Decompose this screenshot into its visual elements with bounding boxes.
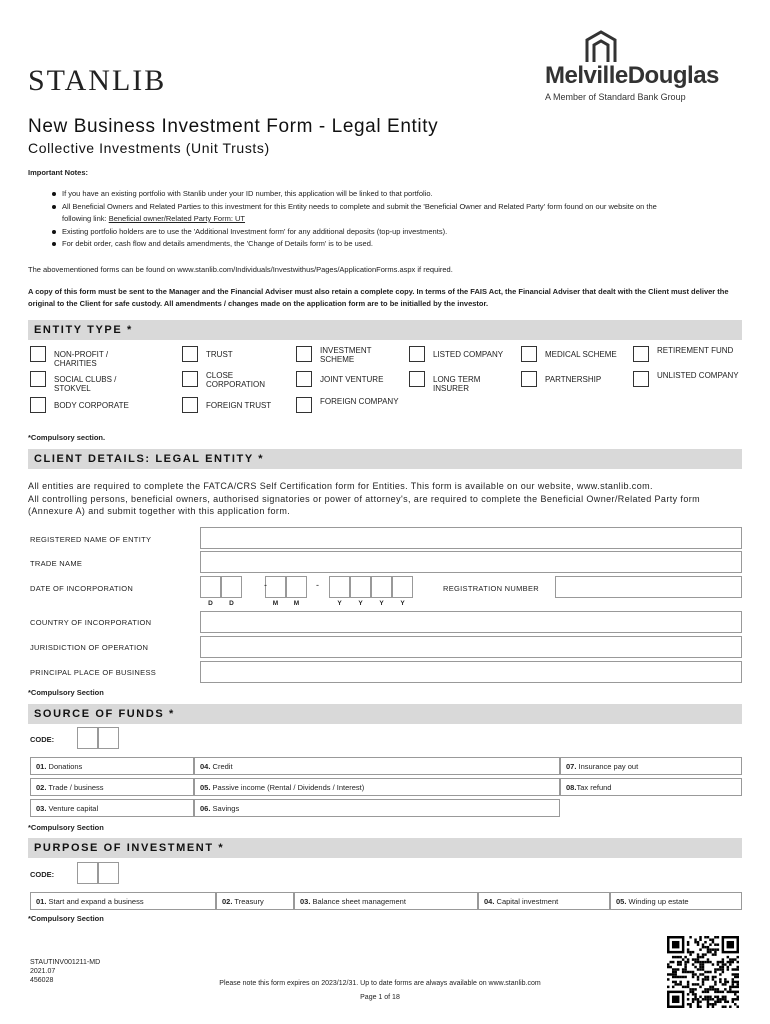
sof-option-05: 05. Passive income (Rental / Dividends / Interest) [194,778,560,796]
source-of-funds-heading: SOURCE OF FUNDS * [28,704,742,724]
date-digit-label: Y [379,600,384,607]
building-icon [583,30,619,64]
entity-type-label: LISTED COMPANY [433,350,504,359]
client-details-heading: CLIENT DETAILS: LEGAL ENTITY * [28,449,742,469]
entity-type-checkbox[interactable] [30,371,46,387]
date-digit-box[interactable] [329,576,350,598]
page-subtitle: Collective Investments (Unit Trusts) [28,140,270,156]
forms-location-text: The abovementioned forms can be found on www.stanlib.com/Individuals/Investwithus/Pages/ApplicationForms.aspx if required. [28,265,453,274]
md-tagline: A Member of Standard Bank Group [545,92,686,102]
registered-name-input[interactable] [200,527,742,549]
sof-option-08: 08.Tax refund [560,778,742,796]
date-digit-label: M [272,600,279,607]
date-digit-box[interactable] [371,576,392,598]
entity-type-label: BODY CORPORATE [54,401,129,410]
entity-type-checkbox[interactable] [30,346,46,362]
note-item: All Beneficial Owners and Related Parties to this investment for this Entity needs to complete and submit the 'Beneficial Owner and Related Party' form found on our website on the following link: Beneficial owner/Related Party Form: UT [52,201,732,226]
qr-code-icon [667,936,739,1008]
copy-notice: A copy of this form must be sent to the Manager and the Financial Adviser must also retain a complete copy. In terms of the FAIS Act, the Financial Adviser that dealt with the Client must deliver the original to the Client for safe custody. All amendments / changes made on the application form are to be initialled by the investor. [28,287,729,308]
entity-type-checkbox[interactable] [296,371,312,387]
date-digit-box[interactable] [286,576,307,598]
entity-type-checkbox[interactable] [521,346,537,362]
principal-place-input[interactable] [200,661,742,683]
registration-number-label: REGISTRATION NUMBER [443,584,539,593]
purpose-code-label: CODE: [30,870,55,879]
sof-option-07: 07. Insurance pay out [560,757,742,775]
entity-type-label: NON-PROFIT / CHARITIES [54,350,109,368]
melville-douglas-logo [545,30,745,102]
entity-type-checkbox[interactable] [521,371,537,387]
entity-type-checkbox[interactable] [409,346,425,362]
client-details-text: All entities are required to complete the FATCA/CRS Self Certification form for Entities. This form is available on our website, www.stanlib.com. All controlling persons, beneficial owners, authorised signatories or power of attorney's, are required to complete the Beneficial Owner/Related Party form (Annexure A) and submit together with this application form. [28,481,701,516]
sof-option-06: 06. Savings [194,799,560,817]
registration-number-input[interactable] [555,576,742,598]
registered-name-label: REGISTERED NAME OF ENTITY [30,535,152,544]
sof-compulsory-note: *Compulsory Section [28,823,104,832]
entity-type-label: SOCIAL CLUBS / STOKVEL [54,375,117,393]
sof-option-04: 04. Credit [194,757,560,775]
date-digit-label: D [208,600,213,607]
sof-option-03: 03. Venture capital [30,799,194,817]
date-of-incorporation-label: DATE OF INCORPORATION [30,584,134,593]
purpose-option-02: 02. Treasury [216,892,294,910]
date-separator: - [264,580,267,590]
expiry-note: Please note this form expires on 2023/12/31. Up to date forms are always available on www.stanlib.com [219,980,541,987]
entity-type-label: TRUST [206,350,233,359]
entity-type-label: RETIREMENT FUND [657,346,734,355]
date-digit-box[interactable] [392,576,413,598]
purpose-code-digit[interactable] [77,862,98,884]
purpose-heading: PURPOSE OF INVESTMENT * [28,838,742,858]
date-digit-label: Y [337,600,342,607]
purpose-option-04: 04. Capital investment [478,892,610,910]
trade-name-label: TRADE NAME [30,559,83,568]
principal-place-label: PRINCIPAL PLACE OF BUSINESS [30,668,157,677]
entity-type-label: FOREIGN COMPANY [320,397,399,406]
entity-type-label: LONG TERM INSURER [433,375,481,393]
date-digit-box[interactable] [221,576,242,598]
stanlib-logo: STANLIB [28,64,167,97]
page-title: New Business Investment Form - Legal Entity [28,116,439,137]
sof-option-01: 01. Donations [30,757,194,775]
jurisdiction-label: JURISDICTION OF OPERATION [30,643,149,652]
note-item: For debit order, cash flow and details amendments, the 'Change of Details form' is to be used. [52,238,732,251]
page-number: Page 1 of 18 [360,994,400,1001]
date-digit-box[interactable] [350,576,371,598]
date-digit-label: D [229,600,234,607]
purpose-option-05: 05. Winding up estate [610,892,742,910]
entity-type-label: UNLISTED COMPANY [657,371,739,380]
sof-code-label: CODE: [30,735,55,744]
date-separator: - [316,580,319,590]
country-label: COUNTRY OF INCORPORATION [30,618,152,627]
entity-type-checkbox[interactable] [182,397,198,413]
entity-compulsory-note: *Compulsory section. [28,433,106,442]
sof-option-02: 02. Trade / business [30,778,194,796]
country-input[interactable] [200,611,742,633]
purpose-option-03: 03. Balance sheet management [294,892,478,910]
entity-type-checkbox[interactable] [296,346,312,362]
date-digit-box[interactable] [265,576,286,598]
entity-type-checkbox[interactable] [633,371,649,387]
entity-type-checkbox[interactable] [409,371,425,387]
entity-type-label: MEDICAL SCHEME [545,350,617,359]
trade-name-input[interactable] [200,551,742,573]
entity-type-label: PARTNERSHIP [545,375,602,384]
note-item: Existing portfolio holders are to use the 'Additional Investment form' for any additional deposits (top-up investments). [52,226,732,239]
note-item: If you have an existing portfolio with Stanlib under your ID number, this application will be linked to that portfolio. [52,188,732,201]
sof-code-digit[interactable] [98,727,119,749]
md-logo-text: MelvilleDouglas [545,62,719,89]
entity-type-checkbox[interactable] [633,346,649,362]
entity-type-label: INVESTMENT SCHEME [320,346,372,364]
entity-type-checkbox[interactable] [30,397,46,413]
entity-type-heading: ENTITY TYPE * [28,320,742,340]
entity-type-checkbox[interactable] [182,346,198,362]
entity-type-label: FOREIGN TRUST [206,401,272,410]
sof-code-digit[interactable] [77,727,98,749]
date-digit-box[interactable] [200,576,221,598]
purpose-option-01: 01. Start and expand a business [30,892,216,910]
beneficial-owner-link[interactable]: Beneficial owner/Related Party Form: UT [108,214,246,223]
date-digit-label: M [293,600,300,607]
entity-type-label: CLOSE CORPORATION [206,371,265,389]
client-compulsory-note: *Compulsory Section [28,688,104,697]
purpose-compulsory-note: *Compulsory Section [28,914,104,923]
jurisdiction-input[interactable] [200,636,742,658]
notes-list [52,188,732,251]
entity-type-label: JOINT VENTURE [320,375,384,384]
form-code: STAUTINV001211-MD 2021.07 456028 [30,959,101,984]
date-digit-label: Y [400,600,405,607]
date-digit-label: Y [358,600,363,607]
notes-heading: Important Notes: [28,168,88,177]
purpose-code-digit[interactable] [98,862,119,884]
entity-type-checkbox[interactable] [296,397,312,413]
entity-type-checkbox[interactable] [182,371,198,387]
